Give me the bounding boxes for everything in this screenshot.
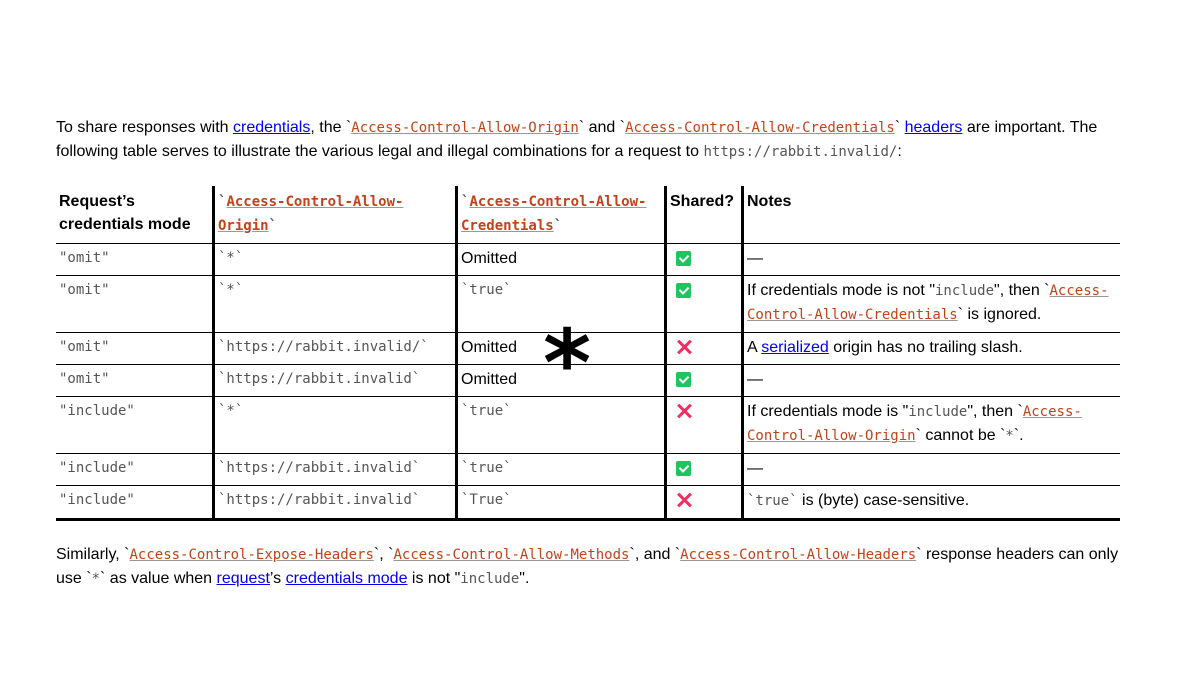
cell-mode: "omit" [56, 365, 214, 397]
headers-link[interactable]: headers [904, 119, 963, 136]
notes-acao-link[interactable]: Access-Control-Allow-Origin [747, 404, 1082, 444]
cell-shared [666, 333, 743, 365]
cell-credentials: Omitted [457, 244, 666, 276]
serialized-link[interactable]: serialized [761, 339, 829, 356]
cell-origin: `*` [214, 244, 457, 276]
cell-mode: "include" [56, 397, 214, 454]
request-link[interactable]: request [216, 570, 270, 587]
intro-paragraph: To share responses with credentials, the `Access-Control-Allow-Origin` and `Access-Control-Allow-Credentials` headers are important. The following table serves to illustrate the various legal and illegal combinations for a request to https://rabbit.invalid/: [56, 119, 1098, 160]
cell-shared [666, 276, 743, 333]
header-allow-origin: `Access-Control-Allow-Origin` [214, 186, 457, 244]
cell-notes: If credentials mode is "include", then `Access-Control-Allow-Origin` cannot be `*`. [743, 397, 1121, 454]
check-icon [676, 372, 691, 387]
cell-credentials: `true` [457, 454, 666, 486]
cross-icon [676, 339, 692, 355]
notes-acac-link[interactable]: Access-Control-Allow-Credentials [747, 283, 1109, 323]
cross-icon [676, 492, 692, 508]
cell-notes: If credentials mode is not "include", then `Access-Control-Allow-Credentials` is ignored. [743, 276, 1121, 333]
credentials-mode-link[interactable]: credentials mode [285, 570, 408, 587]
cell-origin: `*` [214, 276, 457, 333]
table-row [56, 486, 1120, 520]
cell-shared [666, 486, 743, 520]
cell-shared [666, 244, 743, 276]
outro-paragraph: Similarly, `Access-Control-Expose-Headers`, `Access-Control-Allow-Methods`, and `Access-Control-Allow-Headers` response headers can only use `*` as value when request’s credentials mode is not "include". [56, 546, 1119, 587]
cell-shared [666, 454, 743, 486]
cell-mode: "omit" [56, 333, 214, 365]
cell-notes: — [743, 454, 1121, 486]
request-url: https://rabbit.invalid/ [703, 144, 898, 160]
cell-notes: `true` is (byte) case-sensitive. [743, 486, 1121, 520]
header-allow-origin-link[interactable]: Access-Control-Allow-Origin [218, 194, 404, 234]
acao-header-link[interactable]: Access-Control-Allow-Origin [351, 120, 579, 136]
cell-mode: "omit" [56, 276, 214, 333]
cell-credentials: `True` [457, 486, 666, 520]
credentials-link[interactable]: credentials [232, 119, 311, 136]
header-allow-credentials: `Access-Control-Allow-Credentials` [457, 186, 666, 244]
header-allow-credentials-link[interactable]: Access-Control-Allow-Credentials [461, 194, 647, 234]
cell-origin: `https://rabbit.invalid` [214, 486, 457, 520]
cross-icon [676, 403, 692, 419]
cell-origin: `https://rabbit.invalid` [214, 365, 457, 397]
cell-shared [666, 365, 743, 397]
table-row [56, 244, 1120, 276]
header-notes: Notes [743, 186, 1121, 244]
cell-credentials: `true` [457, 276, 666, 333]
header-shared: Shared? [666, 186, 743, 244]
cell-credentials: `true` [457, 397, 666, 454]
cell-credentials: Omitted [457, 365, 666, 397]
cell-mode: "include" [56, 486, 214, 520]
busy-cursor-icon: * [543, 310, 592, 417]
header-credentials-mode: Request’s credentials mode [56, 186, 214, 244]
allow-headers-link[interactable]: Access-Control-Allow-Headers [680, 547, 917, 563]
cell-origin: `https://rabbit.invalid/` [214, 333, 457, 365]
allow-methods-link[interactable]: Access-Control-Allow-Methods [393, 547, 630, 563]
expose-headers-link[interactable]: Access-Control-Expose-Headers [129, 547, 374, 563]
cell-origin: `https://rabbit.invalid` [214, 454, 457, 486]
cell-mode: "omit" [56, 244, 214, 276]
cell-notes: — [743, 365, 1121, 397]
acac-header-link[interactable]: Access-Control-Allow-Credentials [625, 120, 895, 136]
cell-notes: — [743, 244, 1121, 276]
check-icon [676, 461, 691, 476]
cell-shared [666, 397, 743, 454]
check-icon [676, 283, 691, 298]
cell-notes: A serialized origin has no trailing slash. [743, 333, 1121, 365]
cell-credentials: Omitted [457, 333, 666, 365]
cell-origin: `*` [214, 397, 457, 454]
cell-mode: "include" [56, 454, 214, 486]
table-row [56, 454, 1120, 486]
check-icon [676, 251, 691, 266]
table-header-row [56, 186, 1120, 244]
